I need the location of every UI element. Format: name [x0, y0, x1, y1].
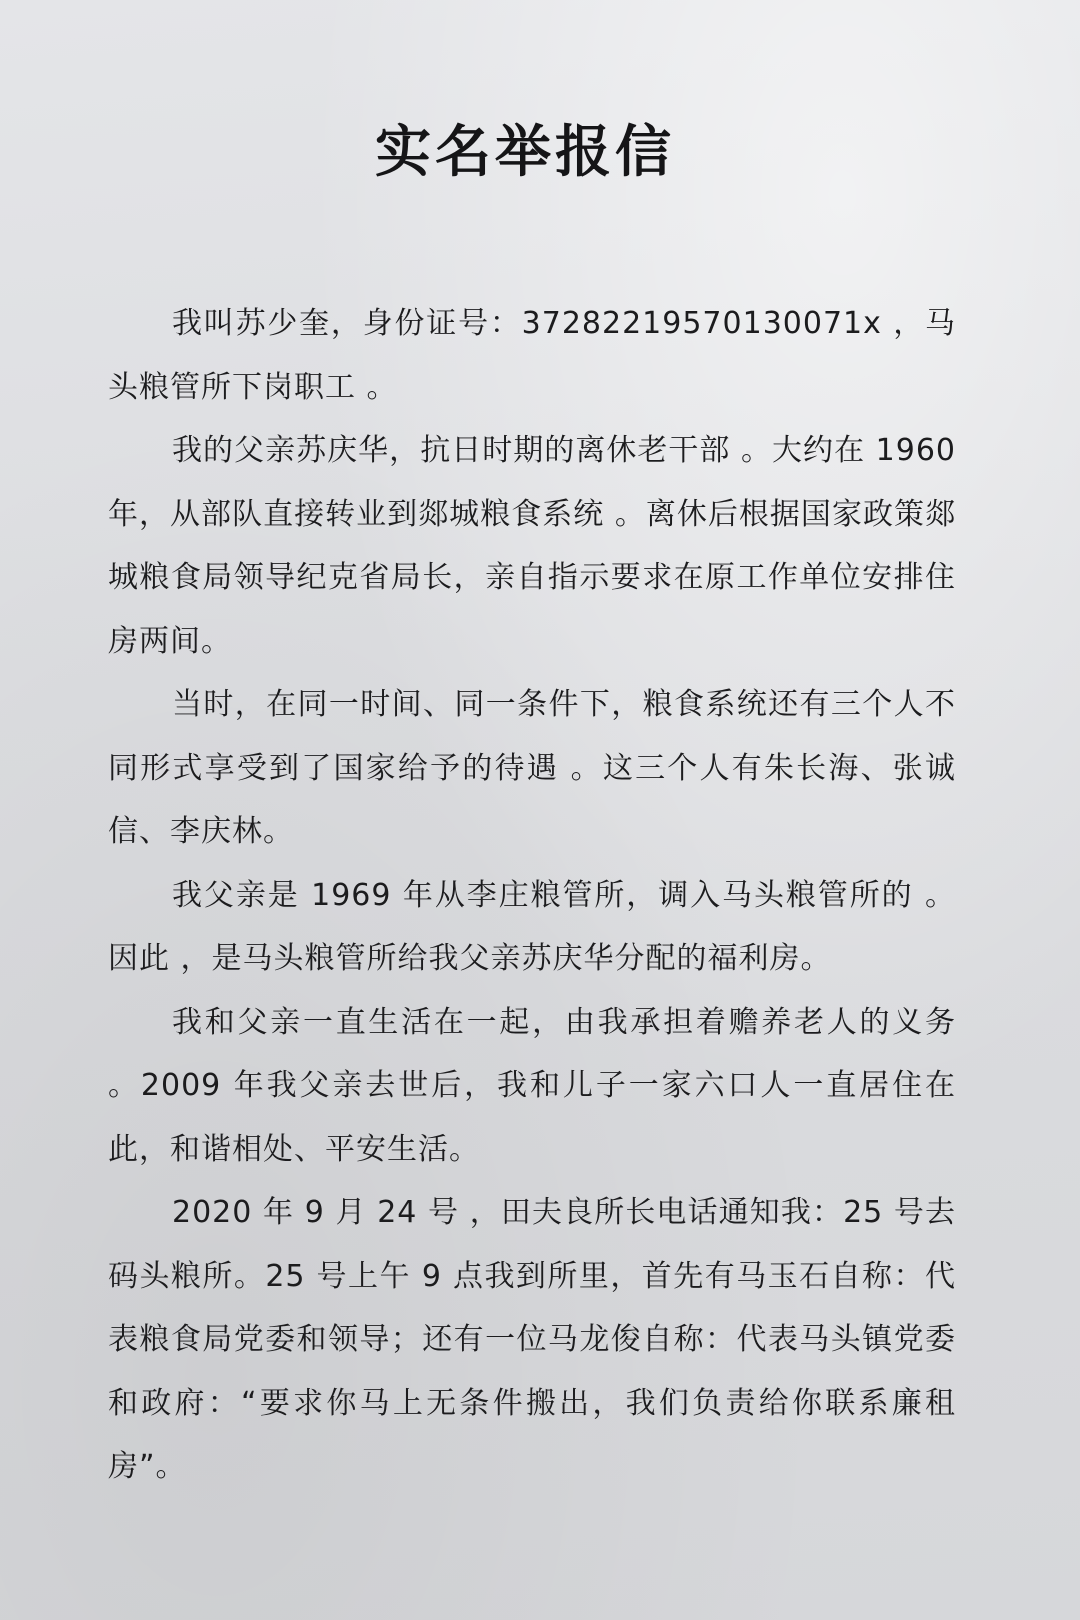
document-title: 实名举报信	[375, 120, 675, 185]
paragraph-father: 我的父亲苏庆华，抗日时期的离休老干部 。大约在 1960 年，从部队直接转业到郯城粮食系统 。离休后根据国家政策郯城粮食局领导纪克省局长，亲自指示要求在原工作单位安排住房两间。	[108, 433, 956, 659]
document-body	[108, 292, 956, 1499]
paragraph-notice: 2020 年 9 月 24 号 ，田夫良所长电话通知我：25 号去码头粮所。25 号上午 9 点我到所里，首先有马玉石自称：代表粮食局党委和领导；还有一位马龙俊自称：代表马头镇党委和政府：“要求你马上无条件搬出，我们负责给你联系廉租房”。	[108, 1195, 956, 1484]
paragraph-transfer: 我父亲是 1969 年从李庄粮管所，调入马头粮管所的 。因此 ，是马头粮管所给我父亲苏庆华分配的福利房。	[108, 877, 956, 976]
paragraph-residence: 我和父亲一直生活在一起，由我承担着赡养老人的义务 。2009 年我父亲去世后，我和儿子一家六口人一直居住在此，和谐相处、平安生活。	[108, 1004, 956, 1167]
paragraph-others: 当时，在同一时间、同一条件下，粮食系统还有三个人不同形式享受到了国家给予的待遇 。这三个人有朱长海、张诚信、李庆林。	[108, 687, 956, 849]
paragraph-intro: 我叫苏少奎，身份证号：3728221957013007​1x ，马头粮管所下岗职工 。	[108, 306, 956, 405]
